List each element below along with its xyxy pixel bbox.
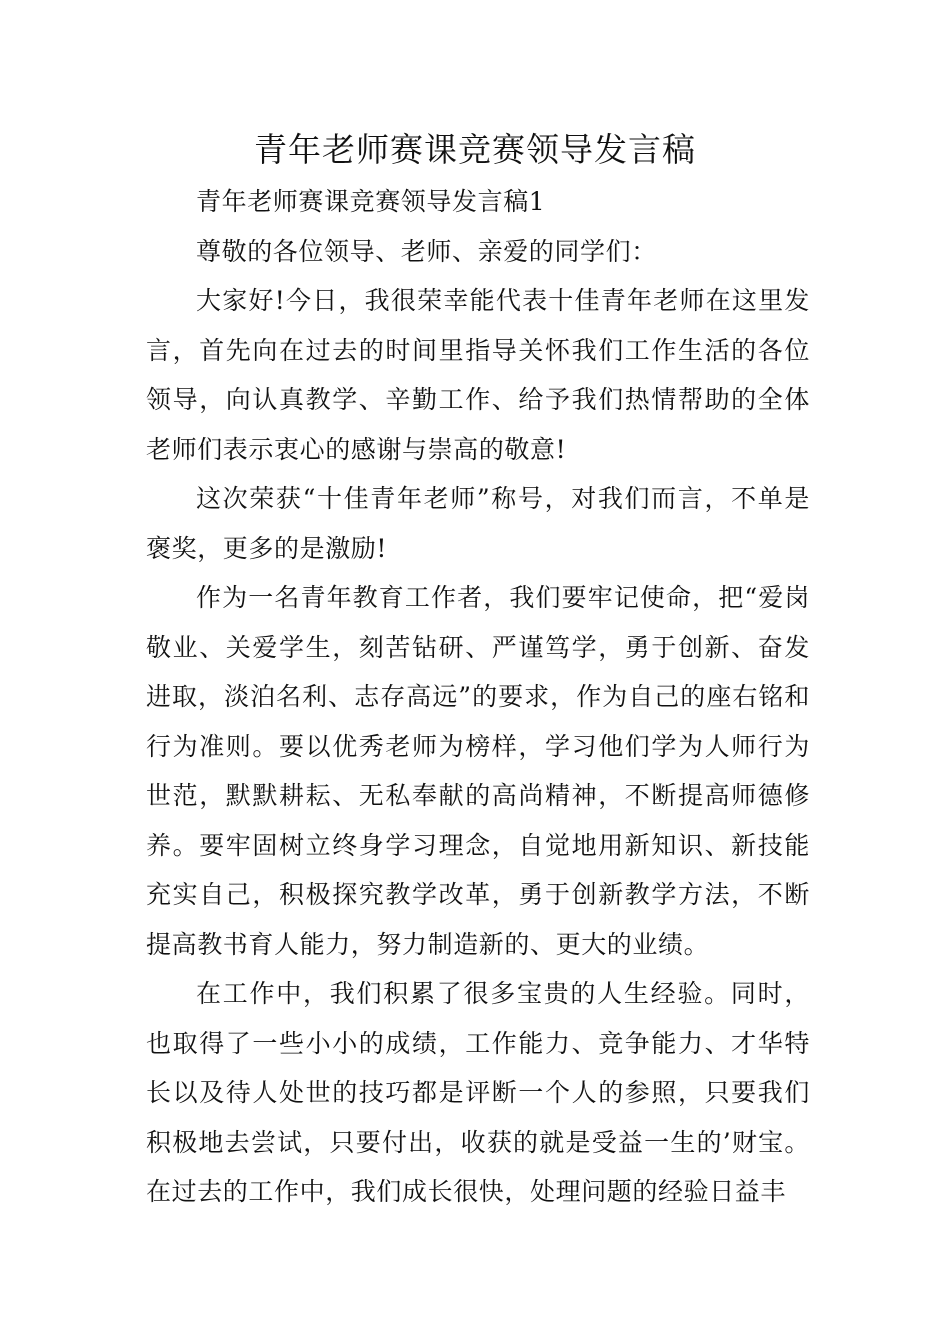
body-paragraph: 大家好!今日，我很荣幸能代表十佳青年老师在这里发言，首先向在过去的时间里指导关怀我们工作生活的各位领导，向认真教学、辛勤工作、给予我们热情帮助的全体老师们表示衷心的感谢与崇高的敬意! — [146, 286, 810, 464]
subtitle-paragraph: 青年老师赛课竞赛领导发言稿1 — [196, 187, 546, 216]
body-paragraph: 这次荣获“十佳青年老师”称号，对我们而言，不单是褒奖，更多的是激励! — [146, 484, 810, 563]
document-body — [146, 177, 810, 1217]
body-paragraph: 在工作中，我们积累了很多宝贵的人生经验。同时，也取得了一些小小的成绩，工作能力、竞争能力、才华特长以及待人处世的技巧都是评断一个人的参照，只要我们积极地去尝试，只要付出，收获的就是受益一生的’财宝。在过去的工作中，我们成长很快，处理问题的经验日益丰 — [146, 979, 810, 1206]
document-title: 青年老师赛课竞赛领导发言稿 — [254, 130, 696, 169]
body-paragraph: 作为一名青年教育工作者，我们要牢记使命，把“爱岗敬业、关爱学生，刻苦钻研、严谨笃学，勇于创新、奋发进取，淡泊名利、志存高远”的要求，作为自己的座右铭和行为准则。要以优秀老师为榜样，学习他们学为人师行为世范，默默耕耘、无私奉献的高尚精神，不断提高师德修养。要牢固树立终身学习理念，自觉地用新知识、新技能充实自己，积极探究教学改革，勇于创新教学方法，不断提高教书育人能力，努力制造新的、更大的业绩。 — [146, 583, 810, 959]
salutation-paragraph: 尊敬的各位领导、老师、亲爱的同学们： — [196, 236, 657, 266]
